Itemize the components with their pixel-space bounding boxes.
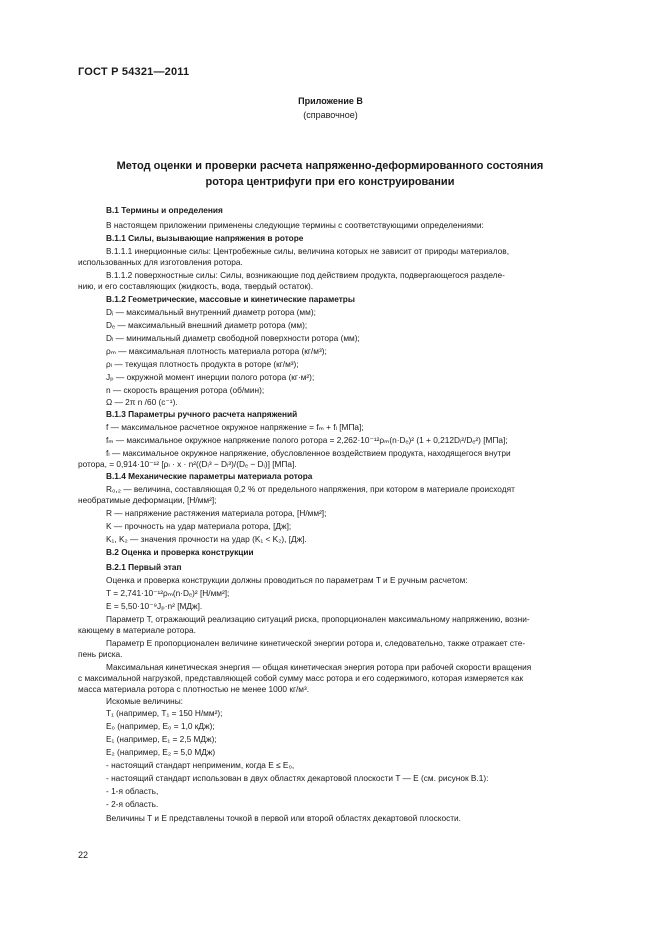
value-line: T₁ (например, T₁ = 150 Н/мм²); [106,708,223,718]
annex-type: (справочное) [303,110,358,120]
definition-line: Dₑ — максимальный внешний диаметр ротора (мм); [106,320,308,330]
heading-b1-2: В.1.2 Геометрические, массовые и кинетические параметры [106,294,355,304]
paragraph-line: нию, и его составляющих (жидкость, вода, твердый остаток). [78,281,314,291]
definition-line: Dₗ — минимальный диаметр свободной поверхности ротора (мм); [106,333,360,343]
list-item: - настоящий стандарт неприменим, когда E ≤ E₀, [106,760,295,770]
standard-header: ГОСТ Р 54321—2011 [78,66,190,78]
definition-line: Jₚ — окружной момент инерции полого ротора (кг·м²); [106,372,315,382]
definition-line: fₘ — максимальное окружное напряжение полого ротора = 2,262·10⁻¹²ρₘ(n·Dₑ)² (1 + 0,212Dᵢ²/Dₑ²) [МПа]; [106,435,508,445]
paragraph-line: Оценка и проверка конструкции должны проводиться по параметрам T и E ручным расчетом: [106,575,468,585]
paragraph-line: В настоящем приложении применены следующие термины с соответствующими определениями: [106,220,484,230]
paragraph-line: кающему в материале ротора. [78,625,196,635]
definition-line: R — напряжение растяжения материала ротора, [Н/мм²]; [106,508,327,518]
page-number: 22 [78,850,89,860]
paragraph-line: Параметр T, отражающий реализацию ситуаций риска, пропорционален максимальному напряжению, возни- [106,614,530,624]
heading-b2-1: В.2.1 Первый этап [106,562,182,572]
paragraph-line: Параметр E пропорционален величине кинетической энергии ротора и, следовательно, также отражает сте- [106,638,526,648]
paragraph-line: использованных для изготовления ротора. [78,257,243,267]
annex-title: Приложение В [298,96,363,106]
definition-line: n — скорость вращения ротора (об/мин); [106,385,265,395]
heading-b1-4: В.1.4 Механические параметры материала ротора [106,471,313,481]
list-item: - настоящий стандарт использован в двух областях декартовой плоскости T — E (см. рисунок В.1): [106,773,489,783]
paragraph-line: с максимальной нагрузкой, представляющей собой сумму масс ротора и его содержимого, которая измеряется как [78,673,524,683]
definition-line: f — максимальное расчетное окружное напряжение = fₘ + fₗ [МПа]; [106,422,364,432]
paragraph-line: В.1.1.2 поверхностные силы: Силы, возникающие под действием продукта, подвергающегося разделе- [106,270,505,280]
section-title-line: Метод оценки и проверки расчета напряженно-деформированного состояния [116,160,544,172]
value-line: E₂ (например, E₂ = 5,0 МДж) [106,747,216,757]
list-item: - 2-я область. [106,799,159,809]
definition-line: Ω — 2π n /60 (с⁻¹). [106,397,178,407]
value-line: E₀ (например, E₀ = 1,0 кДж); [106,721,215,731]
paragraph-line: Величины T и E представлены точкой в первой или второй областях декартовой плоскости. [106,813,461,823]
list-item: - 1-я область, [106,786,159,796]
definition-line: ρₗ — текущая плотность продукта в роторе (кг/м³); [106,359,299,369]
definition-line: Dᵢ — максимальный внутренний диаметр ротора (мм); [106,307,316,317]
definition-line: ρₘ — максимальная плотность материала ротора (кг/м³); [106,346,327,356]
definition-line: K — прочность на удар материала ротора, [Дж]; [106,521,292,531]
heading-b1-1: В.1.1 Силы, вызывающие напряжения в роторе [106,233,304,243]
paragraph-line: пень риска. [78,649,123,659]
section-title [80,158,580,190]
paragraph-line: Искомые величины: [106,696,183,706]
paragraph-line: масса материала ротора с плотностью не менее 1000 кг/м³. [78,684,310,694]
formula-line: E = 5,50·10⁻⁹Jₚ·n² [МДж]. [106,601,203,611]
paragraph-line: В.1.1.1 инерционные силы: Центробежные силы, величина которых не зависит от природы материалов, [106,246,510,256]
definition-line: fₗ — максимальное окружное напряжение, обусловленное воздействием продукта, находящегося внутри [106,448,511,458]
section-title-line: ротора центрифуги при его конструировании [205,176,455,188]
heading-b2: В.2 Оценка и проверка конструкции [106,547,254,557]
value-line: E₁ (например, E₁ = 2,5 МДж); [106,734,217,744]
heading-b1-3: В.1.3 Параметры ручного расчета напряжений [106,409,298,419]
heading-b1: В.1 Термины и определения [106,205,223,215]
formula-line: T = 2,741·10⁻¹²ρₘ(n·Dₑ)² [Н/мм²]; [106,588,230,598]
definition-line: необратимые деформации, [Н/мм²]; [78,495,217,505]
paragraph-line: Максимальная кинетическая энергия — общая кинетическая энергия ротора при рабочей скорости вращения [106,662,532,672]
definition-line: ротора, = 0,914·10⁻¹² [ρₗ · x · n²((Dᵢ³ − Dₗ³)/(Dₑ − Dᵢ)] [МПа]. [78,459,297,469]
definition-line: R₀,₂ — величина, составляющая 0,2 % от предельного напряжения, при котором в материале происходят [106,484,515,494]
definition-line: K₁, K₂ — значения прочности на удар (K₁ < K₂), [Дж]. [106,534,307,544]
